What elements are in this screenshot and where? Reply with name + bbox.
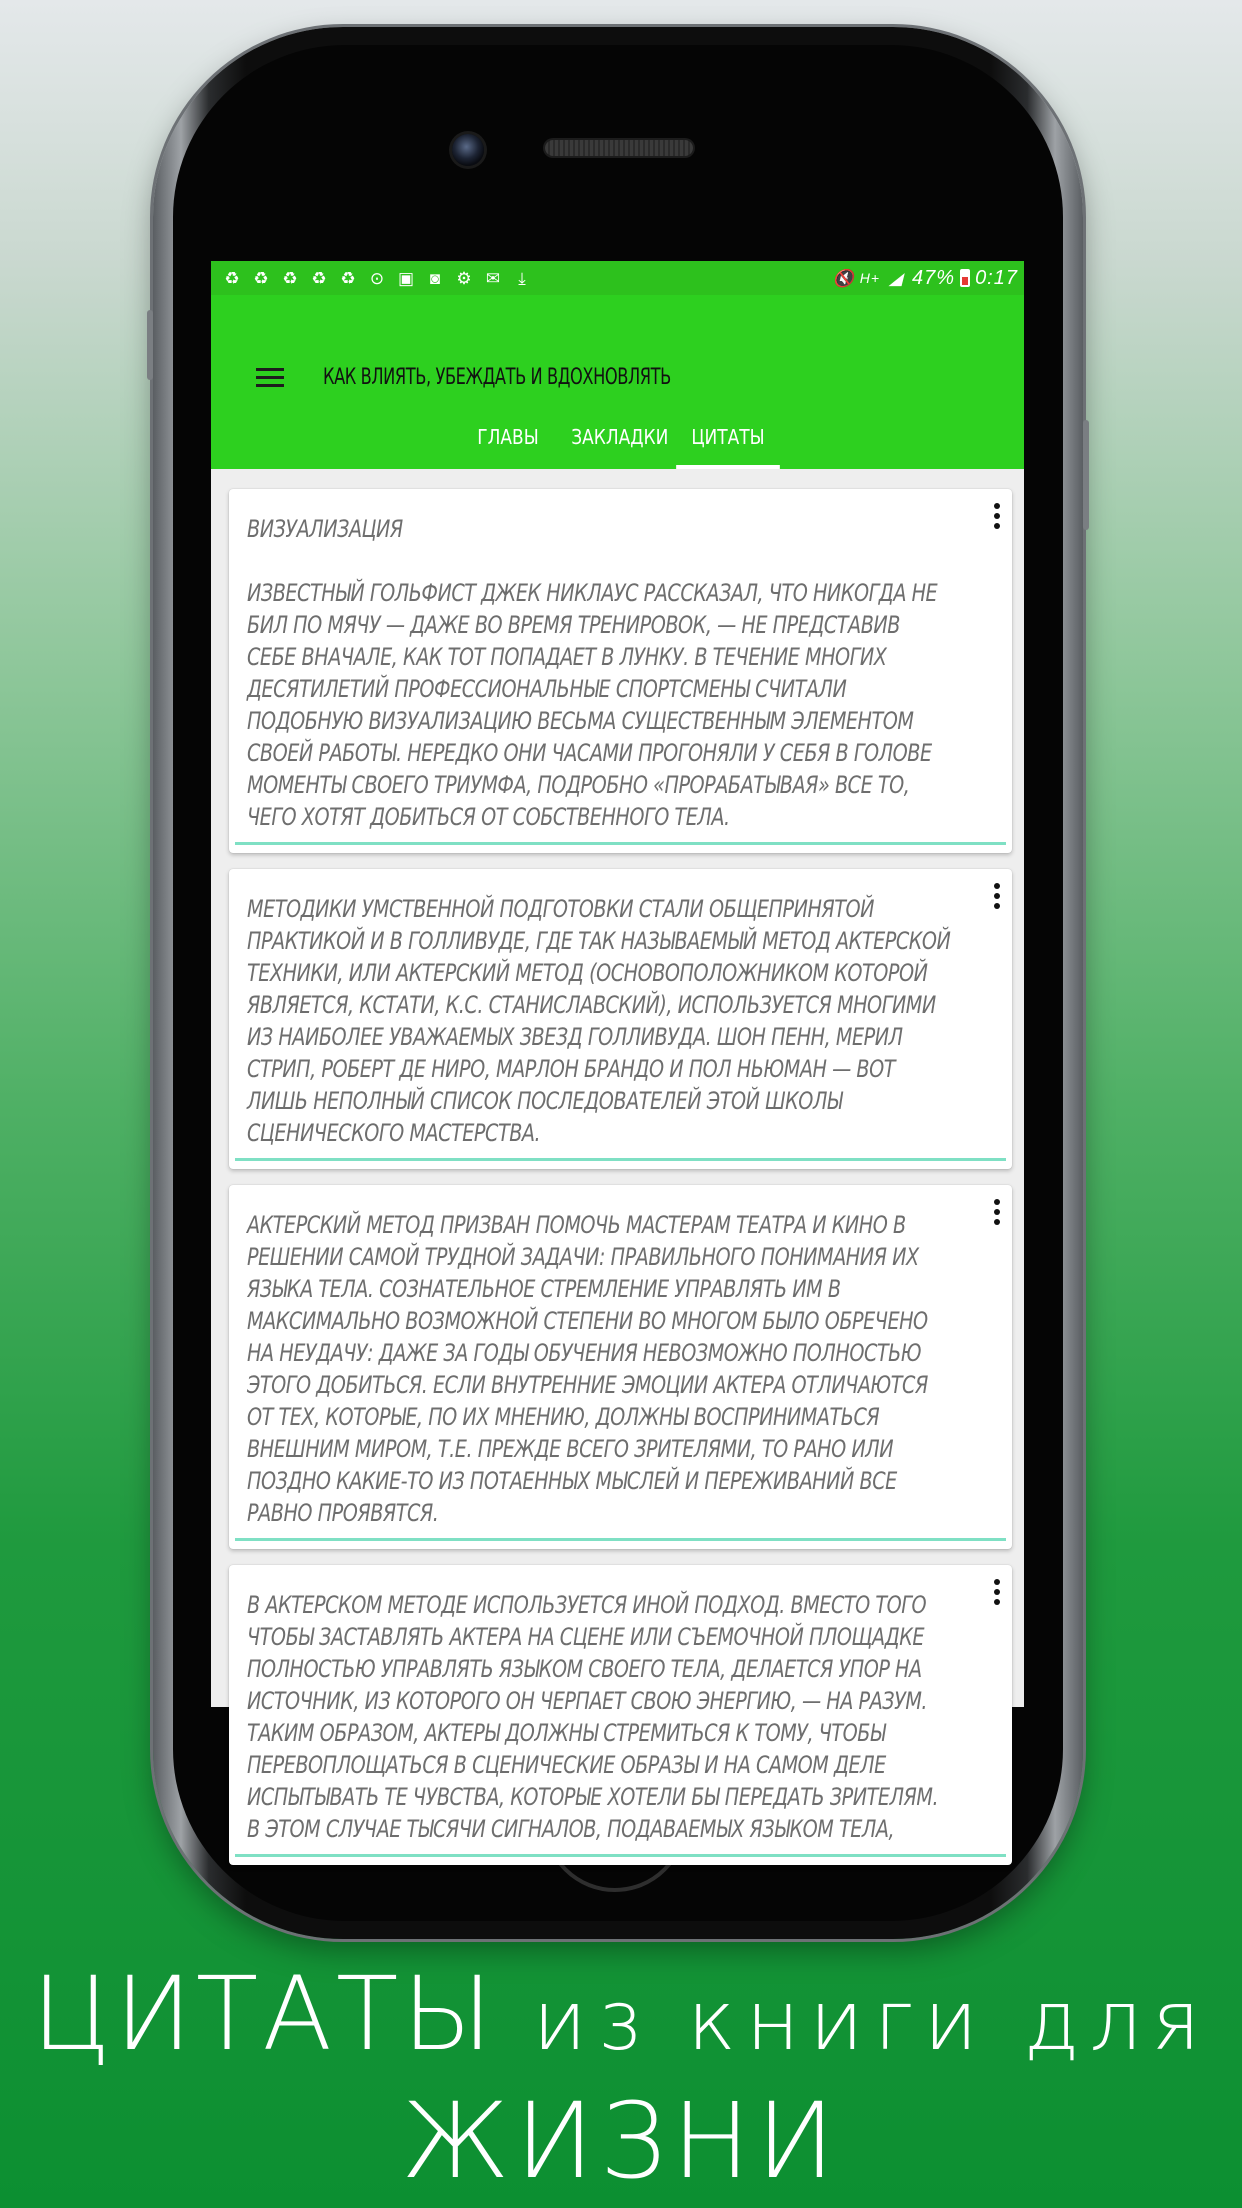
download-icon: ⤓ [518, 268, 526, 288]
tab-bookmarks[interactable]: ЗАКЛАДКИ [570, 425, 668, 449]
recycle-icon: ♻ [253, 268, 269, 288]
quote-card[interactable] [229, 1565, 1012, 1865]
network-label: H+ [859, 270, 881, 286]
quotes-list[interactable] [211, 469, 1024, 1865]
app-bar [211, 295, 1024, 469]
status-right [833, 267, 1018, 290]
hamburger-menu-icon[interactable] [256, 368, 284, 388]
battery-icon [960, 269, 970, 287]
recycle-icon: ♻ [340, 268, 356, 288]
battery-percent: 47% [912, 266, 956, 289]
power-button [1083, 420, 1089, 530]
sync-icon: ⊙ [369, 268, 385, 288]
promo-caption-big: ЦИТАТЫ [31, 1955, 497, 2074]
recycle-icon: ♻ [282, 268, 298, 288]
recycle-icon: ♻ [224, 268, 240, 288]
tab-chapters[interactable]: ГЛАВЫ [476, 425, 539, 449]
app-screen [211, 261, 1024, 1843]
tab-quotes[interactable]: ЦИТАТЫ [681, 405, 775, 469]
tab-bar [211, 405, 1024, 469]
notification-icons [221, 267, 533, 289]
more-options-icon[interactable] [994, 883, 1000, 909]
quote-text: МЕТОДИКИ УМСТВЕННОЙ ПОДГОТОВКИ СТАЛИ ОБЩЕПРИНЯТОЙ ПРАКТИКОЙ И В ГОЛЛИВУДЕ, ГДЕ ТАК НАЗЫВАЕМЫЙ МЕТОД АКТЕРСКОЙ ТЕХНИКИ, ИЛИ АКТЕРСКИЙ МЕТОД (ОСНОВОПОЛОЖНИКОМ КОТОРОЙ ЯВЛЯЕТСЯ, КСТАТИ, К.С. СТАНИСЛАВСКИЙ), ИСПОЛЬЗУЕТСЯ МНОГИМИ ИЗ НАИБОЛЕЕ УВАЖАЕМЫХ ЗВЕЗД ГОЛЛИВУДА. ШОН ПЕНН, МЕРИЛ СТРИП, РОБЕРТ ДЕ НИРО, МАРЛОН БРАНДО И ПОЛ НЬЮМАН — ВОТ ЛИШЬ НЕПОЛНЫЙ СПИСОК ПОСЛЕДОВАТЕЛЕЙ ЭТОЙ ШКОЛЫ СЦЕНИЧЕСКОГО МАСТЕРСТВА. [247, 895, 951, 1147]
clock: 0:17 [975, 266, 1018, 289]
mute-icon: 🔇 [832, 268, 855, 288]
status-bar [211, 261, 1024, 295]
quote-text: В АКТЕРСКОМ МЕТОДЕ ИСПОЛЬЗУЕТСЯ ИНОЙ ПОДХОД. ВМЕСТО ТОГО ЧТОБЫ ЗАСТАВЛЯТЬ АКТЕРА НА СЦЕНЕ ИЛИ СЪЕМОЧНОЙ ПЛОЩАДКЕ ПОЛНОСТЬЮ УПРАВЛЯТЬ ЯЗЫКОМ СВОЕГО ТЕЛА, ДЕЛАЕТСЯ УПОР НА ИСТОЧНИК, ИЗ КОТОРОГО ОН ЧЕРПАЕТ СВОЮ ЭНЕРГИЮ, — НА РАЗУМ. ТАКИМ ОБРАЗОМ, АКТЕРЫ ДОЛЖНЫ СТРЕМИТЬСЯ К ТОМУ, ЧТОБЫ ПЕРЕВОПЛОЩАТЬСЯ В СЦЕНИЧЕСКИЕ ОБРАЗЫ И НА САМОМ ДЕЛЕ ИСПЫТЫВАТЬ ТЕ ЧУВСТВА, КОТОРЫЕ ХОТЕЛИ БЫ ПЕРЕДАТЬ ЗРИТЕЛЯМ. В ЭТОМ СЛУЧАЕ ТЫСЯЧИ СИГНАЛОВ, ПОДАВАЕМЫХ ЯЗЫКОМ ТЕЛА, [247, 1591, 939, 1843]
quote-card[interactable] [229, 869, 1012, 1169]
quote-text: ИЗВЕСТНЫЙ ГОЛЬФИСТ ДЖЕК НИКЛАУС РАССКАЗАЛ, ЧТО НИКОГДА НЕ БИЛ ПО МЯЧУ — ДАЖЕ ВО ВРЕМЯ ТРЕНИРОВОК, — НЕ ПРЕДСТАВИВ СЕБЕ ВНАЧАЛЕ, КАК ТОТ ПОПАДАЕТ В ЛУНКУ. В ТЕЧЕНИЕ МНОГИХ ДЕСЯТИЛЕТИЙ ПРОФЕССИОНАЛЬНЫЕ СПОРТСМЕНЫ СЧИТАЛИ ПОДОБНУЮ ВИЗУАЛИЗАЦИЮ ВЕСЬМА СУЩЕСТВЕННЫМ ЭЛЕМЕНТОМ СВОЕЙ РАБОТЫ. НЕРЕДКО ОНИ ЧАСАМИ ПРОГОНЯЛИ У СЕБЯ В ГОЛОВЕ МОМЕНТЫ СВОЕГО ТРИУМФА, ПОДРОБНО «ПРОРАБАТЫВАЯ» ВСЕ ТО, ЧЕГО ХОТЯТ ДОБИТЬСЯ ОТ СОБСТВЕННОГО ТЕЛА. [247, 579, 938, 831]
settings-icon: ⚙ [456, 268, 472, 288]
promo-caption-line2: ЖИЗНИ [401, 2080, 841, 2202]
image-icon: ▣ [397, 268, 415, 288]
signal-icon: ◢ [888, 268, 904, 288]
recycle-icon: ♻ [311, 268, 327, 288]
quote-title: ВИЗУАЛИЗАЦИЯ [247, 515, 403, 543]
more-options-icon[interactable] [994, 503, 1000, 529]
page-title: КАК ВЛИЯТЬ, УБЕЖДАТЬ И ВДОХНОВЛЯТЬ [323, 365, 671, 390]
mail-icon: ✉ [485, 268, 501, 288]
more-options-icon[interactable] [994, 1579, 1000, 1605]
volume-button [147, 310, 153, 380]
quote-card[interactable] [229, 489, 1012, 853]
wifi-icon: ◙ [429, 268, 441, 288]
earpiece-speaker [545, 140, 693, 156]
more-options-icon[interactable] [994, 1199, 1000, 1225]
promo-caption-line1 [0, 1955, 1242, 2074]
quote-text: АКТЕРСКИЙ МЕТОД ПРИЗВАН ПОМОЧЬ МАСТЕРАМ ТЕАТРА И КИНО В РЕШЕНИИ САМОЙ ТРУДНОЙ ЗАДАЧИ: ПРАВИЛЬНОГО ПОНИМАНИЯ ИХ ЯЗЫКА ТЕЛА. СОЗНАТЕЛЬНОЕ СТРЕМЛЕНИЕ УПРАВЛЯТЬ ИМ В МАКСИМАЛЬНО ВОЗМОЖНОЙ СТЕПЕНИ ВО МНОГОМ БЫЛО ОБРЕЧЕНО НА НЕУДАЧУ: ДАЖЕ ЗА ГОДЫ ОБУЧЕНИЯ НЕВОЗМОЖНО ПОЛНОСТЬЮ ЭТОГО ДОБИТЬСЯ. ЕСЛИ ВНУТРЕННИЕ ЭМОЦИИ АКТЕРА ОТЛИЧАЮТСЯ ОТ ТЕХ, КОТОРЫЕ, ПО ИХ МНЕНИЮ, ДОЛЖНЫ ВОСПРИНИМАТЬСЯ ВНЕШНИМ МИРОМ, Т.Е. ПРЕЖДЕ ВСЕГО ЗРИТЕЛЯМИ, ТО РАНО ИЛИ ПОЗДНО КАКИЕ-ТО ИЗ ПОТАЕННЫХ МЫСЛЕЙ И ПЕРЕЖИВАНИЙ ВСЕ РАВНО ПРОЯВЯТСЯ. [247, 1211, 928, 1527]
front-camera [452, 134, 484, 166]
quote-card[interactable] [229, 1185, 1012, 1549]
promo-caption-small: из книги для [532, 1974, 1211, 2069]
